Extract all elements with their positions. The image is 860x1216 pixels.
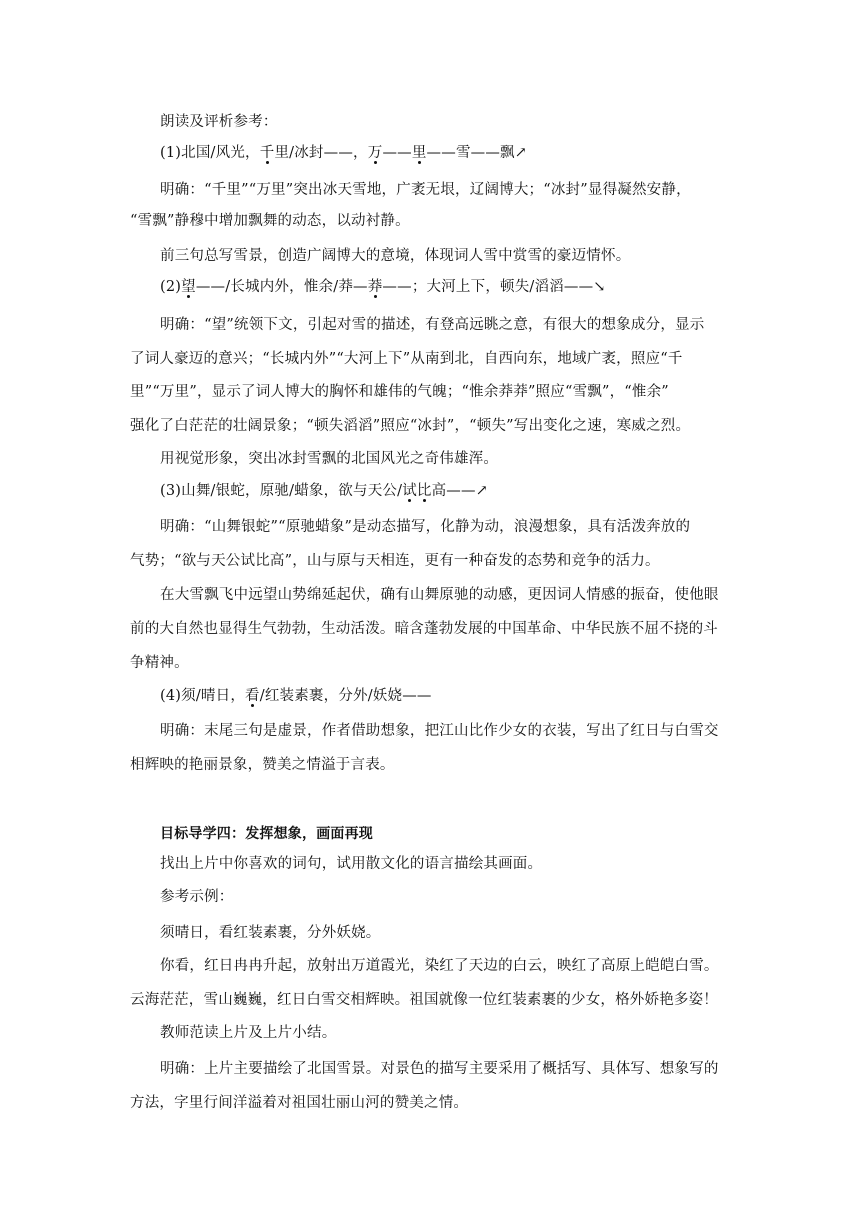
emphasis-char: 看: [245, 688, 260, 704]
paragraph-line: 前的大自然也显得生气勃勃，生动活泼。暗含蓬勃发展的中国革命、中华民族不屈不挠的斗: [130, 621, 718, 637]
paragraph-line: 明确：末尾三句是虚景，作者借助想象，把江山比作少女的衣装，写出了红日与白雪交: [160, 723, 719, 739]
emphasis-char: 千: [259, 145, 275, 161]
emphasis-char: 万: [367, 145, 383, 161]
paragraph-line: 用视觉形象，突出冰封雪飘的北国风光之奇伟雄浑。: [160, 451, 499, 467]
paragraph-line: 前三句总写雪景，创造广阔博大的意境，体现词人雪中赏雪的豪迈情怀。: [160, 248, 631, 264]
reading-line-2: (2)望——/长城内外，惟余/莽—莽——；大河上下，顿失/滔滔——↘: [160, 279, 606, 295]
paragraph-line: 争精神。: [130, 655, 189, 671]
paragraph-line: 教师范读上片及上片小结。: [160, 1025, 337, 1041]
paragraph-line: 强化了白茫茫的壮阔景象；“顿失滔滔”照应“冰封”，“顿失”写出变化之速，寒威之烈。: [130, 418, 691, 434]
paragraph-line: “雪飘”静穆中增加飘舞的动态，以动衬静。: [130, 213, 410, 229]
paragraph-line: 明确：“山舞银蛇”“原驰蜡象”是动态描写，化静为动，浪漫想象，具有活泼奔放的: [160, 519, 691, 535]
emphasis-char: 试: [402, 483, 417, 499]
paragraph-line: 你看，红日冉冉升起，放射出万道霞光，染红了天边的白云，映红了高原上皑皑白雪。: [160, 958, 719, 974]
section-heading: 目标导学四：发挥想象，画面再现: [160, 826, 373, 842]
paragraph-line: 明确：“望”统领下文，引起对雪的描述，有登高远眺之意，有很大的想象成分，显示: [160, 317, 705, 333]
emphasis-char: 里: [411, 145, 427, 161]
paragraph-line: 里”“万里”，显示了词人博大的胸怀和雄伟的气魄；“惟余莽莽”照应“雪飘”，“惟余”: [130, 384, 669, 400]
paragraph-line: 参考示例：: [160, 889, 234, 905]
reading-line-1: (1)北国/风光，千里/冰封——，万——里——雪——飘↗: [160, 145, 528, 161]
paragraph-line: 云海茫茫，雪山巍巍，红日白雪交相辉映。祖国就像一位红装素裹的少女，格外娇艳多姿！: [130, 992, 718, 1008]
paragraph-line: 在大雪飘飞中远望山势绵延起伏，确有山舞原驰的动感，更因词人情感的振奋，使他眼: [160, 587, 719, 603]
paragraph-line: 须晴日，看红装素裹，分外妖娆。: [160, 925, 381, 941]
paragraph-line: 找出上片中你喜欢的词句，试用散文化的语言描绘其画面。: [160, 856, 543, 872]
reading-line-4: (4)须/晴日，看/红装素裹，分外/妖娆——: [160, 688, 432, 704]
emphasis-char: 比: [416, 483, 432, 499]
reading-line-3: (3)山舞/银蛇，原驰/蜡象，欲与天公/试比高——↗: [160, 483, 489, 499]
paragraph-line: 方法，字里行间洋溢着对祖国壮丽山河的赞美之情。: [130, 1095, 469, 1111]
paragraph-line: 相辉映的艳丽景象，赞美之情溢于言表。: [130, 757, 395, 773]
paragraph-line: 明确：上片主要描绘了北国雪景。对景色的描写主要采用了概括写、具体写、想象写的: [160, 1061, 719, 1077]
paragraph-line: 了词人豪迈的意兴；“长城内外”“大河上下”从南到北，自西向东，地域广袤，照应“千: [130, 351, 683, 367]
emphasis-char: 莽: [367, 279, 383, 295]
paragraph-line: 气势；“欲与天公试比高”，山与原与天相连，更有一种奋发的态势和竞争的活力。: [130, 553, 660, 569]
paragraph-line: 明确：“千里”“万里”突出冰天雪地，广袤无垠，辽阔博大；“冰封”显得凝然安静，: [160, 182, 691, 198]
intro-line: 朗读及评析参考：: [160, 114, 278, 130]
emphasis-char: 望: [181, 279, 196, 295]
